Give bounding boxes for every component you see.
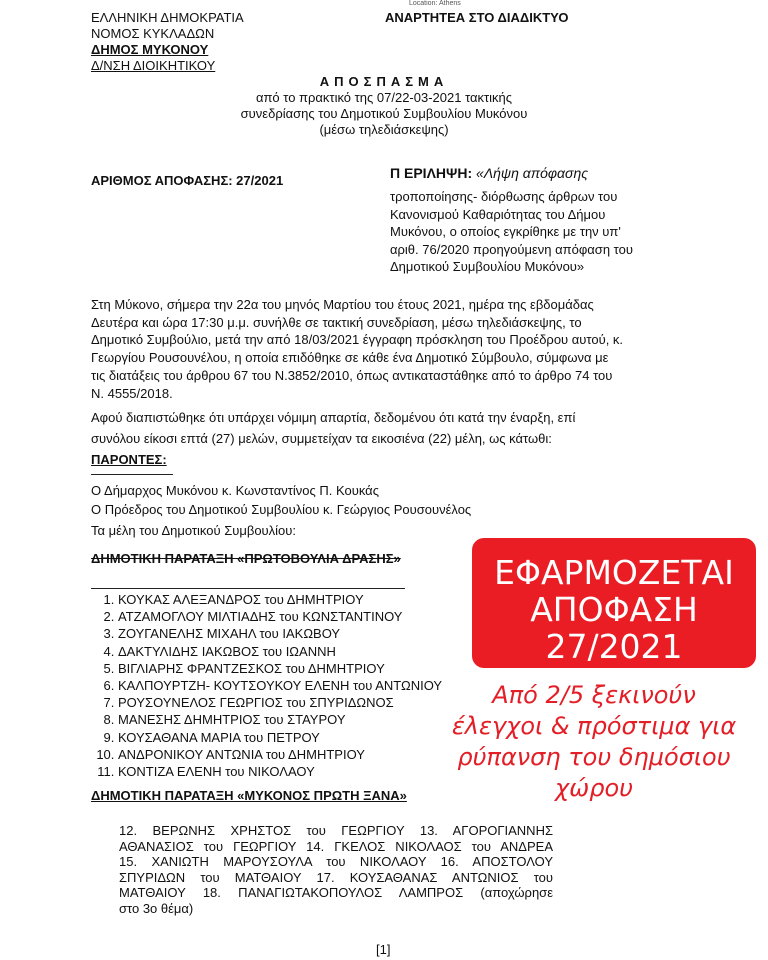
list-item: 1. ΚΟΥΚΑΣ ΑΛΕΞΑΝΔΡΟΣ του ΔΗΜΗΤΡΙΟΥ — [118, 592, 442, 609]
summary-line: Δημοτικού Συμβουλίου Μυκόνου» — [390, 259, 585, 274]
paragraph-line: στο 3ο θέμα) — [119, 900, 194, 916]
decision-number: ΑΡΙΘΜΟΣ ΑΠΟΦΑΣΗΣ: 27/2021 — [91, 173, 284, 188]
paragraph-line: Δευτέρα και ώρα 17:30 μ.μ. συνήλθε σε τακτική συνεδρίαση, μέσω τηλεδιάσκεψης, το — [91, 314, 582, 330]
quorum-paragraph — [91, 407, 575, 449]
paragraph-line: ΣΠΥΡΙΔΩΝ του ΜΑΤΘΑΙΟΥ 17. ΚΟΥΣΑΘΑΝΑΣ ΑΝΤΩΝΙΟΣ του — [119, 869, 553, 885]
caption-line: χώρου — [554, 774, 634, 802]
paragraph-line: Αφού διαπιστώθηκε ότι υπάρχει νόμιμη απαρτία, δεδομένου ότι κατά την έναρξη, επί — [91, 410, 576, 425]
summary-label: Π ΕΡΙΛΗΨΗ: — [390, 165, 473, 181]
caption-line: Από 2/5 ξεκινούν — [492, 681, 696, 709]
list-item: 7. ΡΟΥΣΟΥΝΕΛΟΣ ΓΕΩΡΓΙΟΣ του ΣΠΥΡΙΔΩΝΟΣ — [118, 695, 442, 712]
paragraph-line: 12. ΒΕΡΩΝΗΣ ΧΡΗΣΤΟΣ του ΓΕΩΡΓΙΟΥ 13. ΑΓΟΡΟΓΙΑΝΝΗΣ — [119, 823, 553, 838]
stamp-line: ΑΠΟΦΑΣΗ — [530, 590, 698, 629]
members-intro: Τα μέλη του Δημοτικού Συμβουλίου: — [91, 523, 297, 538]
title-subline: (μέσω τηλεδιάσκεψης) — [319, 122, 449, 137]
document-title: ΑΠΟΣΠΑΣΜΑ — [319, 74, 449, 89]
paragraph-line: Δημοτικό Συμβούλιο, μετά την από 18/03/2021 έγγραφη πρόσκληση του Προέδρου αυτού, κ. — [91, 332, 624, 348]
applies-decision-stamp — [472, 538, 756, 668]
divider — [91, 474, 173, 475]
list-item: 5. ΒΙΓΛΙΑΡΗΣ ΦΡΑΝΤΖΕΣΚΟΣ του ΔΗΜΗΤΡΙΟΥ — [118, 661, 442, 678]
summary-line: αριθ. 76/2020 προηγούμενη απόφαση του — [390, 241, 633, 257]
stamp-line: 27/2021 — [545, 627, 683, 666]
publish-online-label: ΑΝΑΡΤΗΤΕΑ ΣΤΟ ΔΙΑΔΙΚΤΥΟ — [385, 10, 569, 25]
title-subline: από το πρακτικό της 07/22-03-2021 τακτικής — [255, 90, 513, 105]
issuer-line: ΔΗΜΟΣ ΜΥΚΟΝΟΥ — [91, 42, 209, 57]
group2-title: ΔΗΜΟΤΙΚΗ ΠΑΡΑΤΑΞΗ «ΜΥΚΟΝΟΣ ΠΡΩΤΗ ΞΑΝΑ» — [91, 788, 407, 803]
paragraph-line: ΑΘΑΝΑΣΙΟΣ του ΓΕΩΡΓΙΟΥ 14. ΓΚΕΛΟΣ ΝΙΚΟΛΑΟΣ του ΑΝΔΡΕΑ — [119, 838, 553, 854]
issuer-line: Δ/ΝΣΗ ΔΙΟΙΚΗΤΙΚΟΥ — [91, 58, 216, 73]
summary-line: Μυκόνου, ο οποίος εγκρίθηκε με την υπ' — [390, 224, 621, 239]
mayor-line: Ο Δήμαρχος Μυκόνου κ. Κωνσταντίνος Π. Κουκάς — [91, 483, 379, 498]
issuer-line: ΕΛΛΗΝΙΚΗ ΔΗΜΟΚΡΑΤΙΑ — [91, 10, 244, 25]
summary-block — [390, 164, 633, 276]
present-officials — [91, 481, 471, 540]
inspections-caption — [430, 680, 758, 804]
list-item: 9. ΚΟΥΣΑΘΑΝΑ ΜΑΡΙΑ του ΠΕΤΡΟΥ — [118, 730, 442, 747]
list-item: 8. ΜΑΝΕΣΗΣ ΔΗΜΗΤΡΙΟΣ του ΣΤΑΥΡΟΥ — [118, 712, 442, 729]
paragraph-line: τις διατάξεις του άρθρου 67 του Ν.3852/2010, όπως αντικαταστάθηκε από το άρθρο 74 του — [91, 367, 613, 383]
summary-line: Κανονισμού Καθαριότητας του Δήμου — [390, 206, 606, 222]
group2-members — [119, 823, 553, 916]
page-number: [1] — [376, 942, 391, 957]
paragraph-line: Γεωργίου Ρουσουνέλου, η οποία επιδόθηκε σε κάθε ένα Δημοτικό Σύμβουλο, σύμφωνα με — [91, 350, 609, 366]
paragraph-line: 15. ΧΑΝΙΩΤΗ ΜΑΡΟΥΣΟΥΛΑ του ΝΙΚΟΛΑΟΥ 16. ΑΠΟΣΤΟΛΟΥ — [119, 854, 553, 869]
issuer-block — [91, 10, 244, 74]
summary-line: «Λήψη απόφασης — [476, 165, 589, 181]
caption-line: ρύπανση του δημόσιου — [457, 743, 731, 771]
paragraph-line: Στη Μύκονο, σήμερα την 22α του μηνός Μαρτίου του έτους 2021, ημέρα της εβδομάδας — [91, 297, 594, 312]
paragraph-line: ΜΑΤΘΑΙΟΥ 18. ΠΑΝΑΓΙΩΤΑΚΟΠΟΥΛΟΣ ΛΑΜΠΡΟΣ (αποχώρησε — [119, 885, 553, 900]
stamp-line: ΕΦΑΡΜΟΖΕΤΑΙ — [494, 553, 734, 592]
paragraph-line: Ν. 4555/2018. — [91, 385, 173, 401]
president-line: Ο Πρόεδρος του Δημοτικού Συμβουλίου κ. Γεώργιος Ρουσουνέλος — [91, 502, 472, 517]
group1-members — [88, 592, 442, 781]
title-block — [0, 74, 768, 138]
issuer-line: ΝΟΜΟΣ ΚΥΚΛΑΔΩΝ — [91, 26, 215, 41]
caption-line: έλεγχοι & πρόστιμα για — [451, 712, 737, 740]
location-label: Location: Athens — [409, 0, 461, 7]
opening-paragraph — [91, 296, 623, 402]
paragraph-line: συνόλου είκοσι επτά (27) μελών, συμμετείχαν τα εικοσιένα (22) μέλη, ως κάτωθι: — [91, 431, 552, 446]
present-label: ΠΑΡΟΝΤΕΣ: — [91, 452, 167, 467]
list-item: 11. ΚΟΝΤΙΖΑ ΕΛΕΝΗ του ΝΙΚΟΛΑΟΥ — [118, 764, 442, 781]
list-item: 10. ΑΝΔΡΟΝΙΚΟΥ ΑΝΤΩΝΙΑ του ΔΗΜΗΤΡΙΟΥ — [118, 747, 442, 764]
list-item: 4. ΔΑΚΤΥΛΙΔΗΣ ΙΑΚΩΒΟΣ του ΙΩΑΝΝΗ — [118, 644, 442, 661]
group1-title: ΔΗΜΟΤΙΚΗ ΠΑΡΑΤΑΞΗ «ΠΡΩΤΟΒΟΥΛΙΑ ΔΡΑΣΗΣ» — [91, 551, 401, 566]
summary-line: τροποποίησης- διόρθωσης άρθρων του — [390, 189, 618, 204]
list-item: 3. ΖΟΥΓΑΝΕΛΗΣ ΜΙΧΑΗΛ του ΙΑΚΩΒΟΥ — [118, 626, 442, 643]
list-item: 2. ΑΤΖΑΜΟΓΛΟΥ ΜΙΛΤΙΑΔΗΣ του ΚΩΝΣΤΑΝΤΙΝΟΥ — [118, 609, 442, 626]
list-item: 6. ΚΑΛΠΟΥΡΤΖΗ- ΚΟΥΤΣΟΥΚΟΥ ΕΛΕΝΗ του ΑΝΤΩΝΙΟΥ — [118, 678, 442, 695]
divider — [91, 588, 405, 589]
title-subline: συνεδρίασης του Δημοτικού Συμβουλίου Μυκόνου — [240, 106, 528, 121]
